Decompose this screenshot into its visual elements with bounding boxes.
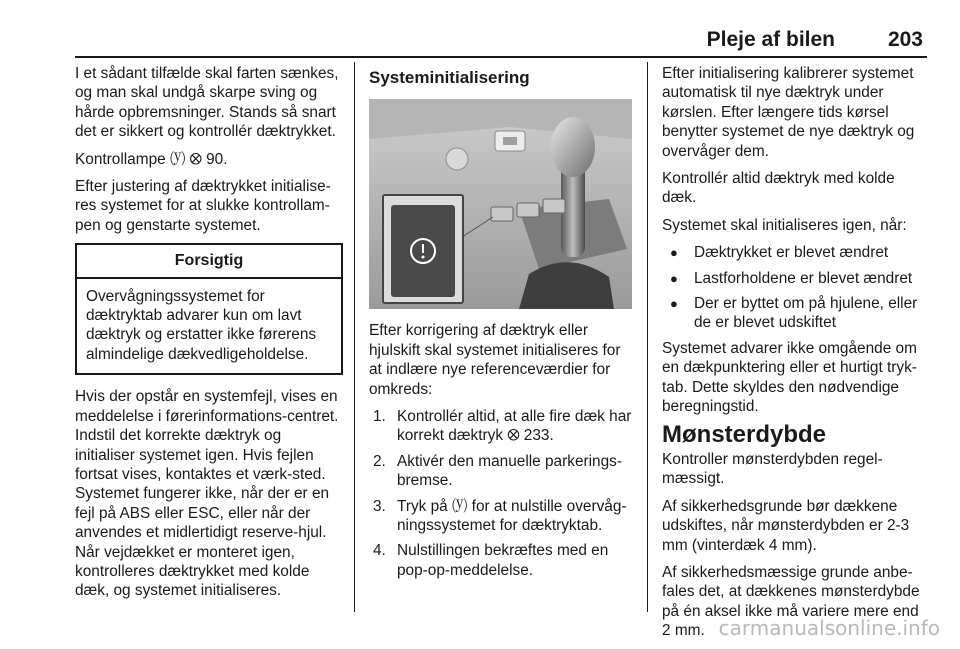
- bullet-text: Der er byttet om på hjulene, eller de er blevet udskiftet: [694, 295, 918, 332]
- step-text: Kontrollér altid, at alle fire dæk har korrekt dæktryk ⭙ 233.: [397, 408, 632, 445]
- page-header: [75, 28, 927, 52]
- section-heading: Mønsterdybde: [662, 420, 827, 448]
- page-title: Pleje af bilen: [706, 28, 835, 51]
- header-divider: [75, 56, 927, 58]
- paragraph: Efter initialisering kalibrerer systemet automatisk til nye dæktryk under kørslen. Efter længere tids kørsel benytter systemet de nye dæktryk og overvåger dem.: [662, 65, 915, 160]
- paragraph: Af sikkerhedsgrunde bør dækkene udskiftes, når mønsterdybden er 2-3 mm (vinterdæk 4 mm).: [662, 497, 910, 554]
- paragraph: Kontrollér altid dæktryk med kolde dæk.: [662, 170, 895, 207]
- step-text: Tryk på ⒴ for at nulstille overvåg-ningssystemet for dæktryktab.: [397, 497, 627, 535]
- bullet-icon: ●: [670, 296, 678, 312]
- step-number: 3.: [373, 497, 386, 515]
- paragraph: Hvis der opstår en systemfejl, vises en meddelelse i førerinformations-centret. Indstil det korrekte dæktryk og initialiser systemet igen. Hvis fejlen fortsat vises, kontaktes et værk-sted. Systemet fungerer ikke, når der er en fejl på ABS eller ESC, eller når der anvendes et midlertidigt reserve-hjul. Når vejdækket er monteret igen, kontrolleres dæktrykket med kolde dæk, og systemet initialiseres.: [75, 388, 339, 600]
- steps-list: [369, 407, 634, 580]
- right-column: [662, 64, 928, 649]
- list-item: [670, 269, 928, 288]
- tpms-button-photo: [369, 99, 632, 309]
- paragraph-warning-ref: Kontrollampe ⒴ ⭙ 90.: [75, 150, 228, 168]
- bullet-text: Dæktrykket er blevet ændret: [694, 244, 889, 262]
- bullet-icon: ●: [670, 270, 678, 286]
- list-item: [373, 452, 634, 491]
- list-item: [373, 541, 634, 580]
- paragraph: Systemet advarer ikke omgående om en dækpunktering eller et hurtigt tryk-tab. Dette skyldes den nødvendige beregningstid.: [662, 339, 917, 416]
- step-number: 2.: [373, 452, 386, 470]
- section-heading: Systeminitialisering: [369, 68, 530, 87]
- caution-body: Overvågningssystemet for dæktryktab advarer kun om lavt dæktryk og erstatter ikke førerens almindelige dækvedligeholdelse.: [86, 287, 317, 363]
- bullet-icon: ●: [670, 245, 678, 261]
- paragraph: Efter justering af dæktrykket initialise-res systemet for at slukke kontrollam-pen og genstarte systemet.: [75, 178, 331, 234]
- column-divider-1: [354, 62, 355, 612]
- left-column: [75, 64, 343, 609]
- page-number: 203: [887, 28, 923, 51]
- step-number: 1.: [373, 408, 386, 426]
- paragraph: Kontroller mønsterdybden regel-mæssigt.: [662, 450, 883, 488]
- paragraph: Af sikkerhedsmæssige grunde anbe-fales det, at dækkenes mønsterdybde på én aksel ikke må variere mere end 2 mm.: [662, 563, 920, 640]
- step-text: Aktivér den manuelle parkerings-bremse.: [397, 452, 622, 490]
- step-text: Nulstillingen bekræftes med en pop-op-meddelelse.: [397, 542, 609, 579]
- paragraph: I et sådant tilfælde skal farten sænkes, og man skal undgå skarpe sving og hårde opbremsninger. Stands så snart det er sikkert og kontrollér dæktrykket.: [75, 65, 339, 141]
- list-item: [670, 243, 928, 262]
- caution-title: Forsigtig: [77, 245, 341, 278]
- list-item: [670, 294, 928, 333]
- step-number: 4.: [373, 542, 386, 560]
- paragraph: Systemet skal initialiseres igen, når:: [662, 216, 907, 234]
- watermark: carmanualsonline.info: [718, 616, 940, 640]
- list-item: [373, 497, 634, 536]
- middle-column: [369, 64, 634, 586]
- paragraph: Efter korrigering af dæktryk eller hjulskift skal systemet initialiseres for at indlære nye referenceværdier for omkreds:: [369, 322, 621, 398]
- column-divider-2: [647, 62, 648, 612]
- caution-box: [75, 243, 343, 375]
- bullet-text: Lastforholdene er blevet ændret: [694, 269, 913, 287]
- bullet-list: [662, 243, 928, 333]
- list-item: [373, 407, 634, 446]
